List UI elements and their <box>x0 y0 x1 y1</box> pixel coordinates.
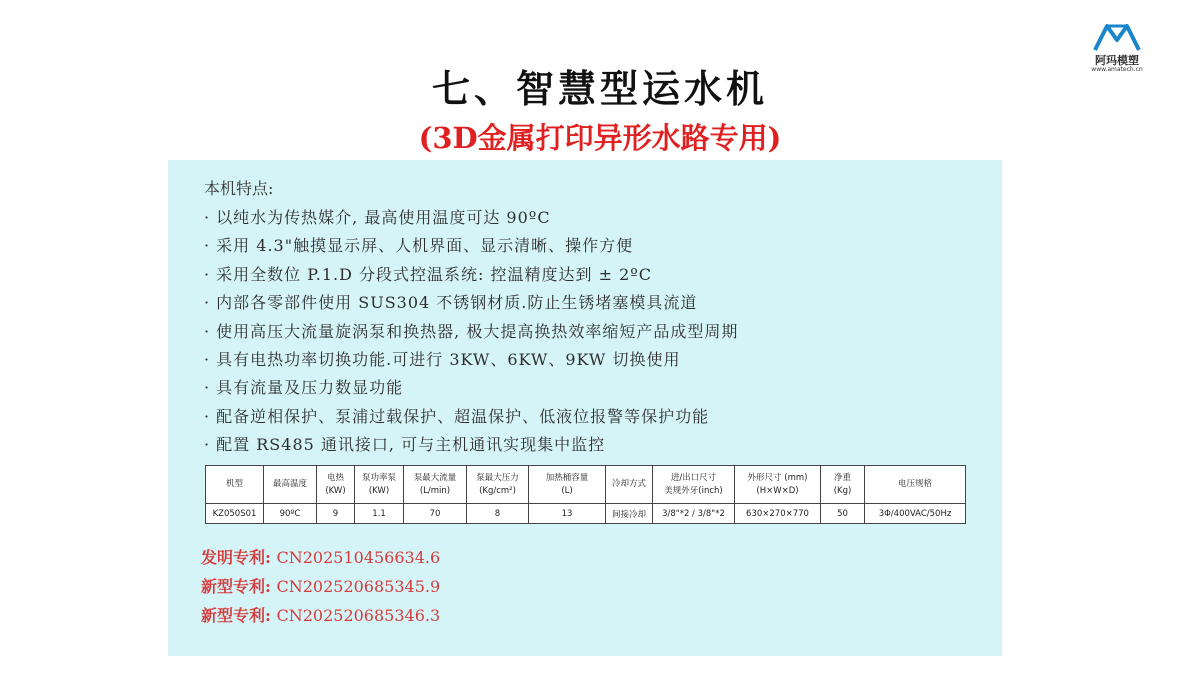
table-cell: 9 <box>317 504 355 524</box>
spec-panel <box>168 160 1002 656</box>
logo-mountain-icon <box>1093 22 1141 52</box>
page-title: 七、智慧型运水机 <box>431 66 768 111</box>
spec-column-header-line: (H×W×D) <box>756 485 799 496</box>
bullet-icon: · <box>204 349 217 369</box>
spec-column-header-line: 电热 <box>326 472 344 483</box>
spec-column-header <box>821 466 865 504</box>
bullet-icon: · <box>204 321 217 341</box>
table-cell: 3/8"*2 / 3/8"*2 <box>653 504 735 524</box>
feature-item <box>204 318 738 346</box>
page-subtitle: (3D金属打印异形水路专用) <box>418 121 782 155</box>
spec-column-header-line: (KW) <box>368 485 390 496</box>
feature-item <box>204 289 738 317</box>
patent-number: CN202510456634.6 <box>276 548 441 567</box>
spec-column-header-line: 泵最大压力 <box>476 472 519 483</box>
table-cell: KZ050S01 <box>206 504 264 524</box>
spec-column-header-line: 进/出口尺寸 <box>670 472 717 483</box>
patent-number: CN202520685345.9 <box>276 577 441 596</box>
table-cell: 70 <box>404 504 467 524</box>
spec-column-header-line: 加热桶容量 <box>545 472 589 483</box>
patent-item <box>201 601 440 630</box>
spec-column-header-line: 机型 <box>225 479 243 489</box>
table-cell: 630×270×770 <box>735 504 821 524</box>
spec-column-header <box>404 466 467 504</box>
feature-item <box>204 204 738 232</box>
spec-column-header <box>467 466 529 504</box>
table-cell: 90ºC <box>264 504 317 524</box>
spec-column-header-line: (KW) <box>325 485 346 496</box>
bullet-icon: · <box>204 208 217 227</box>
feature-item <box>204 374 738 402</box>
bullet-icon: · <box>204 264 217 284</box>
spec-column-header <box>264 466 317 504</box>
feature-text: 采用全数位 P.1.D 分段式控温系统: 控温精度达到 ± 2ºC <box>216 264 653 284</box>
feature-text: 具有流量及压力数显功能 <box>216 378 404 398</box>
spec-column-header <box>735 466 821 504</box>
patent-label: 新型专利: <box>201 606 277 625</box>
spec-column-header <box>529 466 606 504</box>
feature-text: 配置 RS485 通讯接口, 可与主机通讯实现集中监控 <box>216 435 606 455</box>
spec-column-header <box>206 466 264 504</box>
feature-text: 具有电热功率切换功能.可进行 3KW、6KW、9KW 切换使用 <box>216 349 681 369</box>
spec-column-header-line: (L) <box>561 485 573 496</box>
bullet-icon: · <box>204 435 217 455</box>
patent-label: 新型专利: <box>201 577 277 596</box>
feature-text: 使用高压大流量旋涡泵和换热器, 极大提高换热效率缩短产品成型周期 <box>216 321 739 341</box>
feature-item <box>204 232 738 260</box>
feature-text: 配备逆相保护、泵浦过载保护、超温保护、低液位报警等保护功能 <box>216 406 710 426</box>
feature-text: 以纯水为传热媒介, 最高使用温度可达 90ºC <box>216 208 551 227</box>
feature-item <box>204 346 738 374</box>
spec-column-header-line: (L/min) <box>419 485 451 496</box>
spec-table-body <box>206 504 966 524</box>
spec-column-header <box>653 466 735 504</box>
spec-column-header-line: 泵最大流量 <box>413 472 457 483</box>
spec-column-header-line: 净重 <box>833 472 851 483</box>
feature-text: 采用 4.3"触摸显示屏、人机界面、显示清晰、操作方便 <box>216 236 634 256</box>
patent-list <box>201 543 440 630</box>
brand-name: 阿玛模塑 <box>1095 54 1139 67</box>
bullet-icon: · <box>204 406 217 426</box>
spec-column-header <box>317 466 355 504</box>
bullet-icon: · <box>204 378 217 398</box>
spec-table <box>205 465 966 524</box>
spec-column-header <box>355 466 404 504</box>
spec-column-header-line: (Kg) <box>833 485 852 496</box>
spec-column-header-line: 外形尺寸 (mm) <box>747 472 808 483</box>
spec-column-header-line: 最高温度 <box>272 479 307 489</box>
table-cell: 3Φ/400VAC/50Hz <box>865 504 966 524</box>
feature-item <box>204 403 738 431</box>
features-heading: 本机特点: <box>204 179 274 198</box>
table-cell: 50 <box>821 504 865 524</box>
spec-column-header-line: (Kg/cm²) <box>479 485 516 496</box>
bullet-icon: · <box>204 293 217 313</box>
patent-label: 发明专利: <box>201 548 277 567</box>
bullet-icon: · <box>204 236 217 256</box>
feature-item <box>204 261 738 289</box>
table-row <box>206 504 966 524</box>
feature-text: 内部各零部件使用 SUS304 不锈钢材质.防止生锈堵塞模具流道 <box>216 293 698 313</box>
table-cell: 8 <box>467 504 529 524</box>
brand-url: www.amatech.cn <box>1091 66 1143 73</box>
spec-column-header-line: 冷却方式 <box>611 479 646 489</box>
spec-column-header <box>606 466 653 504</box>
patent-number: CN202520685346.3 <box>276 606 441 625</box>
spec-table-header-row <box>206 466 966 504</box>
feature-item <box>204 431 738 459</box>
feature-list <box>204 204 738 460</box>
spec-column-header-line: 电压规格 <box>897 479 932 489</box>
patent-item <box>201 543 440 572</box>
spec-column-header-line: 美规外牙(inch) <box>664 485 723 496</box>
spec-column-header <box>865 466 966 504</box>
patent-item <box>201 572 440 601</box>
spec-column-header-line: 泵功率泵 <box>361 472 396 483</box>
table-cell: 1.1 <box>355 504 404 524</box>
table-cell: 13 <box>529 504 606 524</box>
table-cell: 间接冷却 <box>606 504 653 524</box>
